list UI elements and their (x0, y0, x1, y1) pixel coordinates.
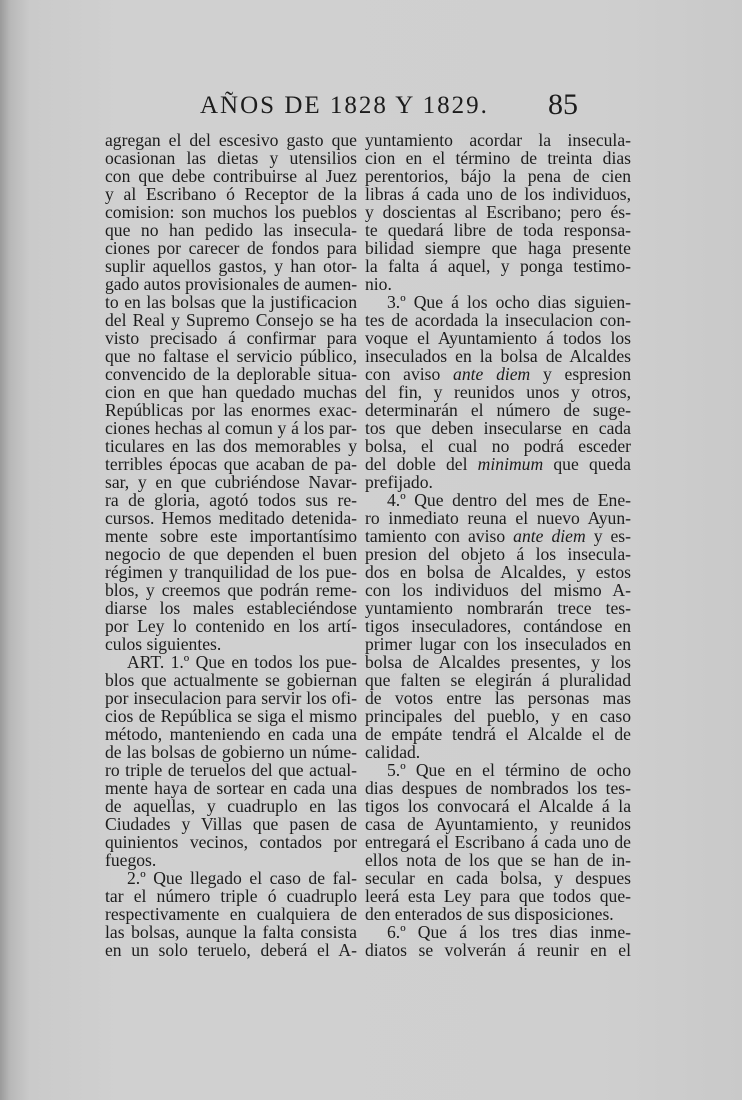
running-title: AÑOS DE 1828 Y 1829. (200, 92, 489, 119)
text-line: y doscientas al Escribano; pero és- (365, 202, 631, 222)
text-line: mente sobre este importantísimo (105, 526, 357, 546)
text-line: por Ley lo contenido en los artí- (105, 616, 357, 636)
paragraph (365, 761, 631, 923)
text-segment: tamiento con aviso (365, 526, 514, 546)
text-line: en un solo teruelo, deberá el A- (105, 940, 357, 960)
text-line: negocio de que dependen el buen (105, 544, 357, 564)
text-line: agregan el del escesivo gasto que (105, 130, 357, 150)
text-line: quinientos vecinos, contados por (105, 832, 357, 852)
text-line: blos que actualmente se gobiernan (105, 670, 357, 690)
text-line: bolsa, el cual no podrá esceder (365, 436, 631, 456)
text-line: método, manteniendo en cada una (105, 724, 357, 744)
text-segment: del doble del (365, 454, 478, 474)
text-line: 3.º Que á los ocho dias siguien- (387, 292, 631, 312)
text-line: cursos. Hemos meditado detenida- (105, 508, 357, 528)
page-number: 85 (548, 88, 578, 121)
text-line: entregará el Escribano á cada uno de (365, 832, 631, 852)
text-line: 6.º Que á los tres dias inme- (387, 922, 631, 942)
text-line: ro inmediato reuna el nuevo Ayun- (365, 508, 631, 528)
text-segment: y espresion (530, 364, 631, 384)
text-line: la falta á aquel, y ponga testimo- (365, 256, 631, 276)
text-line: den enterados de sus disposiciones. (365, 904, 614, 924)
text-line: yuntamiento nombrarán trece tes- (365, 598, 631, 618)
text-line: respectivamente en cualquiera de (105, 904, 357, 924)
paragraph (365, 131, 631, 293)
text-line: inseculados en la bolsa de Alcaldes (365, 346, 631, 366)
text-line: ticulares en las dos memorables y (105, 436, 357, 456)
italic-term: ante diem (453, 364, 531, 384)
text-line: diarse los males estableciéndose (105, 598, 357, 618)
paragraph (105, 869, 357, 959)
text-line: régimen y tranquilidad de los pue- (105, 562, 357, 582)
text-line: bilidad siempre que haga presente (365, 238, 631, 258)
text-column-right (365, 131, 631, 959)
text-line: casa de Ayuntamiento, y reunidos (365, 814, 631, 834)
text-line: por inseculacion para servir los ofi- (105, 688, 357, 708)
italic-term: ante diem (513, 526, 586, 546)
text-line: ro triple de teruelos del que actual- (105, 760, 357, 780)
text-line: de las bolsas de gobierno un núme- (105, 742, 357, 762)
text-line: tigos los convocará el Alcalde á la (365, 796, 631, 816)
italic-term: minimum (477, 454, 544, 474)
text-line: las bolsas, aunque la falta consista (105, 922, 357, 942)
text-line: ra de gloria, agotó todos sus re- (105, 490, 357, 510)
text-line: fuegos. (105, 850, 157, 870)
text-line: sar, y en que cubriéndose Navar- (105, 472, 357, 492)
text-line: de aquellas, y cuadruplo en las (105, 796, 357, 816)
paragraph (365, 491, 631, 761)
text-line: 4.º Que dentro del mes de Ene- (387, 490, 631, 510)
text-line: te quedará libre de toda responsa- (365, 220, 631, 240)
text-line: diatos se volverán á reunir en el (365, 940, 631, 960)
paragraph (105, 653, 357, 869)
text-segment: que queda (543, 454, 631, 474)
paragraph (365, 923, 631, 959)
text-line: prefijado. (365, 472, 433, 492)
text-line: tes de acordada la inseculacion con- (365, 310, 631, 330)
text-line: convencido de la deplorable situa- (105, 364, 357, 384)
text-line (365, 455, 631, 473)
paragraph (105, 131, 357, 653)
text-line: de votos entre las personas mas (365, 688, 631, 708)
text-line: y al Escribano ó Receptor de la (105, 184, 357, 204)
text-segment: y es- (585, 526, 632, 546)
text-line: presion del objeto á los insecula- (365, 544, 631, 564)
text-line: cios de República se siga el mismo (105, 706, 357, 726)
text-line: Ciudades y Villas que pasen de (105, 814, 357, 834)
text-line: to en las bolsas que la justificacion (105, 292, 357, 312)
text-line: tar el número triple ó cuadruplo (105, 886, 357, 906)
text-column-left (105, 131, 357, 959)
text-line: gado autos provisionales de aumen- (105, 274, 358, 294)
text-line (365, 527, 631, 545)
text-line: que no faltase el servicio público, (105, 346, 357, 366)
text-line: ciones por carecer de fondos para (105, 238, 357, 258)
text-line: visto precisado á confirmar para (105, 328, 357, 348)
text-line: dias despues de nombrados los tes- (365, 778, 631, 798)
text-line: yuntamiento acordar la insecula- (365, 130, 631, 150)
text-line: ART. 1.º Que en todos los pue- (127, 652, 357, 672)
text-line (365, 365, 631, 383)
text-line: del fin, y reunidos unos y otros, (365, 382, 631, 402)
text-line: calidad. (365, 742, 421, 762)
text-line: suplir aquellos gastos, y han otor- (105, 256, 357, 276)
text-line: con que debe contribuirse al Juez (105, 166, 357, 186)
text-line: del Real y Supremo Consejo se ha (105, 310, 357, 330)
text-line: con los individuos del mismo A- (365, 580, 631, 600)
text-line: determinarán el número de suge- (365, 400, 631, 420)
text-line: 2.º Que llegado el caso de fal- (127, 868, 357, 888)
text-line: mente haya de sortear en cada una (105, 778, 357, 798)
text-line: blos, y creemos que podrán reme- (105, 580, 357, 600)
text-line: tigos inseculadores, contándose en (365, 616, 631, 636)
text-line: principales del pueblo, y en caso (365, 706, 631, 726)
text-line: ellos nota de los que se han de in- (365, 850, 631, 870)
text-line: libras á cada uno de los individuos, (365, 184, 631, 204)
text-line: de empáte tendrá el Alcalde el de (365, 724, 631, 744)
text-line: cion en que han quedado muchas (105, 382, 357, 402)
text-line: Repúblicas por las enormes exac- (105, 400, 357, 420)
text-line: ciones hechas al comun y á los par- (105, 418, 357, 438)
text-line: comision: son muchos los pueblos (105, 202, 357, 222)
text-line: bolsa de Alcaldes presentes, y los (365, 652, 631, 672)
text-line: leerá esta Ley para que todos que- (365, 886, 631, 906)
text-line: cion en el término de treinta dias (365, 148, 631, 168)
text-line: secular en cada bolsa, y despues (365, 868, 631, 888)
text-line: dos en bolsa de Alcaldes, y estos (365, 562, 631, 582)
page-header (200, 88, 600, 124)
text-line: perentorios, bájo la pena de cien (365, 166, 631, 186)
text-segment: con aviso (365, 364, 454, 384)
text-line: que no han pedido las insecula- (105, 220, 357, 240)
text-line: 5.º Que en el término de ocho (387, 760, 631, 780)
text-line: terribles épocas que acaban de pa- (105, 454, 357, 474)
text-line: nio. (365, 274, 392, 294)
paragraph (365, 293, 631, 491)
text-line: que falten se elegirán á pluralidad (365, 670, 631, 690)
text-line: tos que deben insecularse en cada (365, 418, 631, 438)
text-line: voque el Ayuntamiento á todos los (365, 328, 631, 348)
text-line: culos siguientes. (105, 634, 222, 654)
text-line: primer lugar con los inseculados en (365, 634, 631, 654)
text-line: ocasionan las dietas y utensilios (105, 148, 357, 168)
